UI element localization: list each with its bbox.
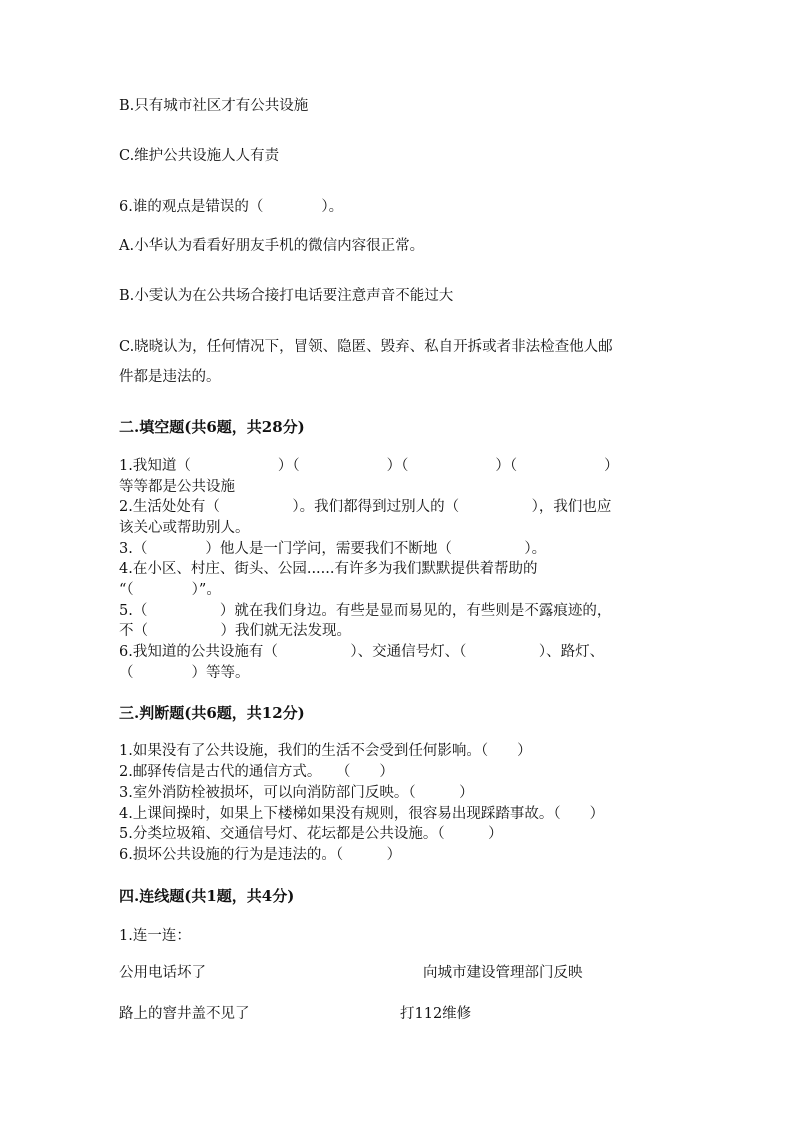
fill-line: 5.（ ）就在我们身边。有些是显而易见的，有些则是不露痕迹的，: [119, 603, 612, 619]
match-right-item: 向城市建设管理部门反映: [423, 965, 583, 981]
judge-line: 2.邮驿传信是古代的通信方式。 （ ）: [119, 764, 394, 780]
fill-line: “（ ）”。: [119, 582, 221, 598]
fill-line: 4.在小区、村庄、街头、公园......有许多为我们默默提供着帮助的: [119, 561, 538, 577]
section-heading-fill: 二.填空题(共6题，共28分): [119, 418, 305, 436]
q5-option-b: B.只有城市社区才有公共设施: [119, 98, 309, 114]
fill-line: 2.生活处处有（ ）。我们都得到过别人的（ ），我们也应: [119, 499, 612, 515]
judge-line: 4.上课间操时，如果上下楼梯如果没有规则，很容易出现踩踏事故。（ ）: [119, 806, 605, 822]
q6-option-a: A.小华认为看看好朋友手机的微信内容很正常。: [119, 238, 425, 254]
fill-line: 3.（ ）他人是一门学问，需要我们不断地（ ）。: [119, 541, 547, 557]
match-right-item: 打112维修: [400, 1006, 472, 1022]
judge-line: 6.损坏公共设施的行为是违法的。（ ）: [119, 847, 402, 863]
fill-line: 等等都是公共设施: [119, 479, 235, 495]
section-heading-judge: 三.判断题(共6题，共12分): [119, 704, 305, 722]
q6-option-c: C.晓晓认为，任何情况下，冒领、隐匿、毁弃、私自开拆或者非法检查他人邮: [119, 339, 613, 355]
q6-option-c-cont: 件都是违法的。: [119, 369, 221, 385]
fill-line: 1.我知道（ ）（ ）（ ）（ ）: [119, 458, 619, 474]
match-prompt: 1.连一连：: [119, 928, 191, 944]
judge-line: 3.室外消防栓被损坏，可以向消防部门反映。（ ）: [119, 785, 474, 801]
match-left-item: 公用电话坏了: [119, 965, 206, 981]
q5-option-c: C.维护公共设施人人有责: [119, 148, 280, 164]
judge-line: 5.分类垃圾箱、交通信号灯、花坛都是公共设施。（ ）: [119, 826, 503, 842]
q6-option-b: B.小雯认为在公共场合接打电话要注意声音不能过大: [119, 288, 454, 304]
judge-line: 1.如果没有了公共设施，我们的生活不会受到任何影响。（ ）: [119, 743, 532, 759]
fill-line: （ ）等等。: [119, 665, 250, 681]
fill-line: 6.我知道的公共设施有（ ）、交通信号灯、（ ）、路灯、: [119, 644, 605, 660]
fill-line: 不（ ）我们就无法发现。: [119, 623, 351, 639]
match-left-item: 路上的窨井盖不见了: [119, 1006, 250, 1022]
fill-line: 该关心或帮助别人。: [119, 520, 250, 536]
q6-stem: 6.谁的观点是错误的（ ）。: [119, 199, 344, 215]
section-heading-match: 四.连线题(共1题，共4分): [119, 887, 295, 905]
